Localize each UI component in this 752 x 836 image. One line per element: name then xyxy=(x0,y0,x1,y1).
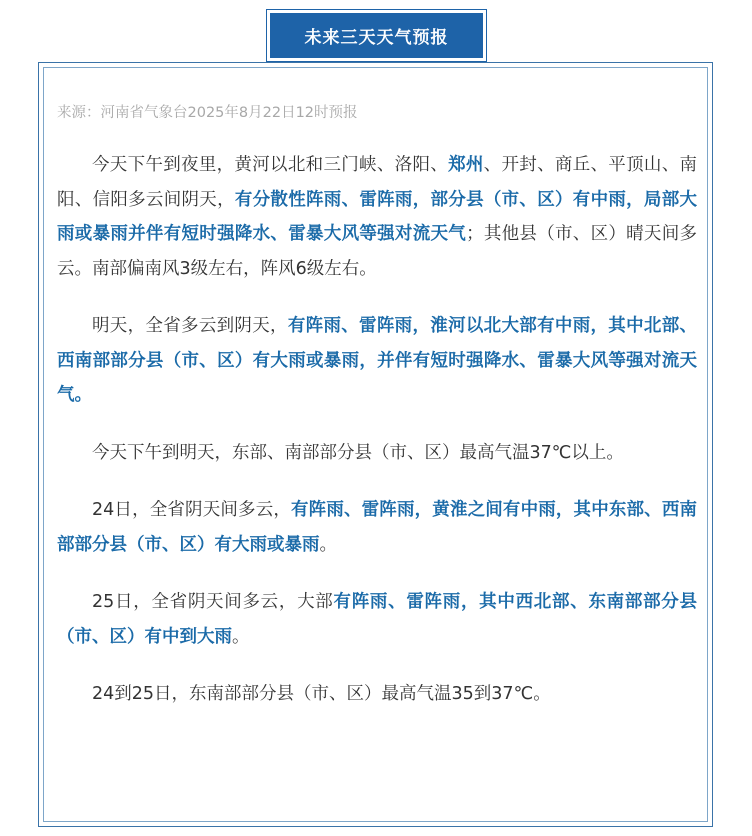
highlight-text: 有阵雨、雷阵雨，淮河以北大部有中雨，其中北部、西南部部分县（市、区）有大雨或暴雨，并伴有短时强降水、雷暴大风等强对流天气。 xyxy=(57,316,698,405)
forecast-paragraph xyxy=(57,309,697,413)
body-text: 25日，全省阴天间多云，大部 xyxy=(92,592,334,612)
highlight-text: 郑州 xyxy=(448,155,484,175)
forecast-paragraphs xyxy=(57,148,697,712)
body-text: 。 xyxy=(319,534,337,555)
body-text: 24到25日，东南部部分县（市、区）最高气温35到37℃。 xyxy=(92,684,551,704)
forecast-paragraph xyxy=(57,585,697,654)
source-line: 来源：河南省气象台2025年8月22日12时预报 xyxy=(57,105,358,121)
body-text: 明天，全省多云到阴天， xyxy=(92,316,288,336)
forecast-paragraph xyxy=(57,436,697,471)
body-text: 今天下午到夜里，黄河以北和三门峡、洛阳、 xyxy=(92,155,449,175)
forecast-paragraph xyxy=(57,677,697,712)
body-text: 今天下午到明天，东部、南部部分县（市、区）最高气温37℃以上。 xyxy=(92,442,624,463)
forecast-paragraph xyxy=(57,493,697,562)
highlight-text: 有分散性阵雨、雷阵雨，部分县（市、区）有中雨，局部大雨或暴雨并伴有短时强降水、雷暴大风等强对流天气 xyxy=(57,189,698,244)
forecast-paragraph xyxy=(57,148,697,286)
title-banner xyxy=(267,10,486,61)
highlight-text: 有阵雨、雷阵雨，黄淮之间有中雨，其中东部、西南部部分县（市、区）有大雨或暴雨 xyxy=(57,500,697,555)
body-text: 。 xyxy=(232,626,250,647)
article-body xyxy=(57,100,697,735)
highlight-text: 有阵雨、雷阵雨，其中西北部、东南部部分县（市、区）有中到大雨 xyxy=(57,592,697,647)
page-title: 未来三天天气预报 xyxy=(304,28,449,48)
body-text: 、开封、商丘、平顶山、南阳、信阳多云间阴天， xyxy=(57,155,698,210)
body-text: 24日，全省阴天间多云， xyxy=(92,500,292,520)
body-text: ；其他县（市、区）晴天间多云。南部偏南风3级左右，阵风6级左右。 xyxy=(57,224,698,279)
